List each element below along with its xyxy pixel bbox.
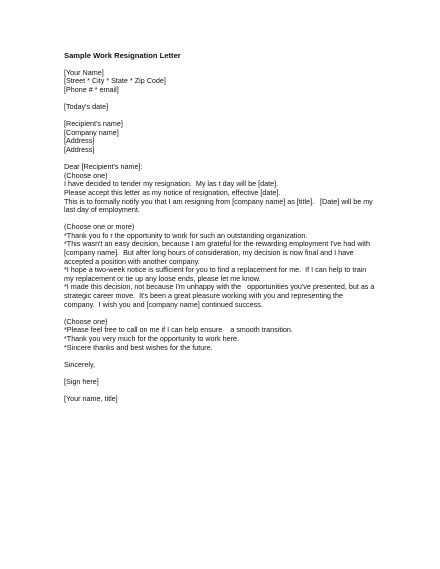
- body-option-2-cont-2: accepted a position with another company.: [64, 256, 200, 266]
- opening-option-3-cont: last day of employment.: [64, 205, 140, 215]
- body-option-3-cont: my replacement or tie up any loose ends, please let me know.: [64, 273, 261, 283]
- recipient-company: [Company name]: [64, 127, 119, 137]
- body-option-4: *I made this decision, not because I'm unhappy with the opportunities you've presented, but as a: [64, 282, 375, 292]
- opening-option-3: This is to formally notify you that I am resigning from [company name] as [title]. [Date] will be my: [64, 196, 373, 206]
- closing-option-3: *Sincere thanks and best wishes for the future.: [64, 342, 213, 352]
- closing-option-2: *Thank you very much for the opportunity to work here.: [64, 334, 239, 343]
- salutation: Dear [Recipient's name]:: [64, 162, 143, 172]
- options-block: [64, 223, 424, 309]
- body-option-1: *Thank you fo r the opportunity to work for such an outstanding organization.: [64, 230, 308, 240]
- recipient-block: [64, 120, 424, 154]
- opening-block: [64, 163, 424, 215]
- date-block: [64, 103, 424, 112]
- name-title: [Your name, title]: [64, 394, 118, 404]
- signoff: Sincerely,: [64, 359, 96, 369]
- recipient-address-1: [Address]: [64, 136, 95, 146]
- signature-block: [64, 378, 424, 387]
- opening-option-2: Please accept this letter as my notice of resignation, effective [date].: [64, 187, 281, 197]
- letter-page: [64, 51, 424, 412]
- closing-options-block: [64, 318, 424, 352]
- sender-address: [Street * City * State * Zip Code]: [64, 76, 166, 86]
- body-option-3: *I hope a two-week notice is sufficient for you to find a replacement for me. If I can help to train: [64, 265, 367, 275]
- sender-contact: [Phone # * email]: [64, 84, 119, 94]
- signoff-block: [64, 361, 424, 370]
- closing-choose-label: (Choose one): [64, 316, 108, 326]
- opening-option-1: I have decided to tender my resignation. My las t day will be [date].: [64, 179, 279, 189]
- letter-date: [Today's date]: [64, 101, 109, 111]
- closing-option-1: *Please feel free to call on me if I can help ensure a smooth transition.: [64, 325, 293, 335]
- name-title-block: [64, 395, 424, 404]
- signature-placeholder: [Sign here]: [64, 376, 99, 386]
- body-option-4-cont-1: strategic career move. It's been a great pleasure working with you and representing the: [64, 291, 344, 301]
- body-option-4-cont-2: company. I wish you and [company name] continued success.: [64, 299, 263, 309]
- recipient-name: [Recipient's name]: [64, 119, 123, 129]
- letter-title: Sample Work Resignation Letter: [64, 51, 181, 60]
- choose-one-label: (Choose one): [64, 170, 108, 180]
- sender-block: [64, 69, 424, 95]
- choose-more-label: (Choose one or more): [64, 222, 135, 232]
- body-option-2-cont-1: [company name]. But after long hours of consideration, my decision is now final and I have: [64, 248, 354, 258]
- sender-name: [Your Name]: [64, 67, 104, 77]
- recipient-address-2: [Address]: [64, 144, 95, 154]
- body-option-2: *This wasn't an easy decision, because I am grateful for the rewarding employment I've had with: [64, 239, 370, 249]
